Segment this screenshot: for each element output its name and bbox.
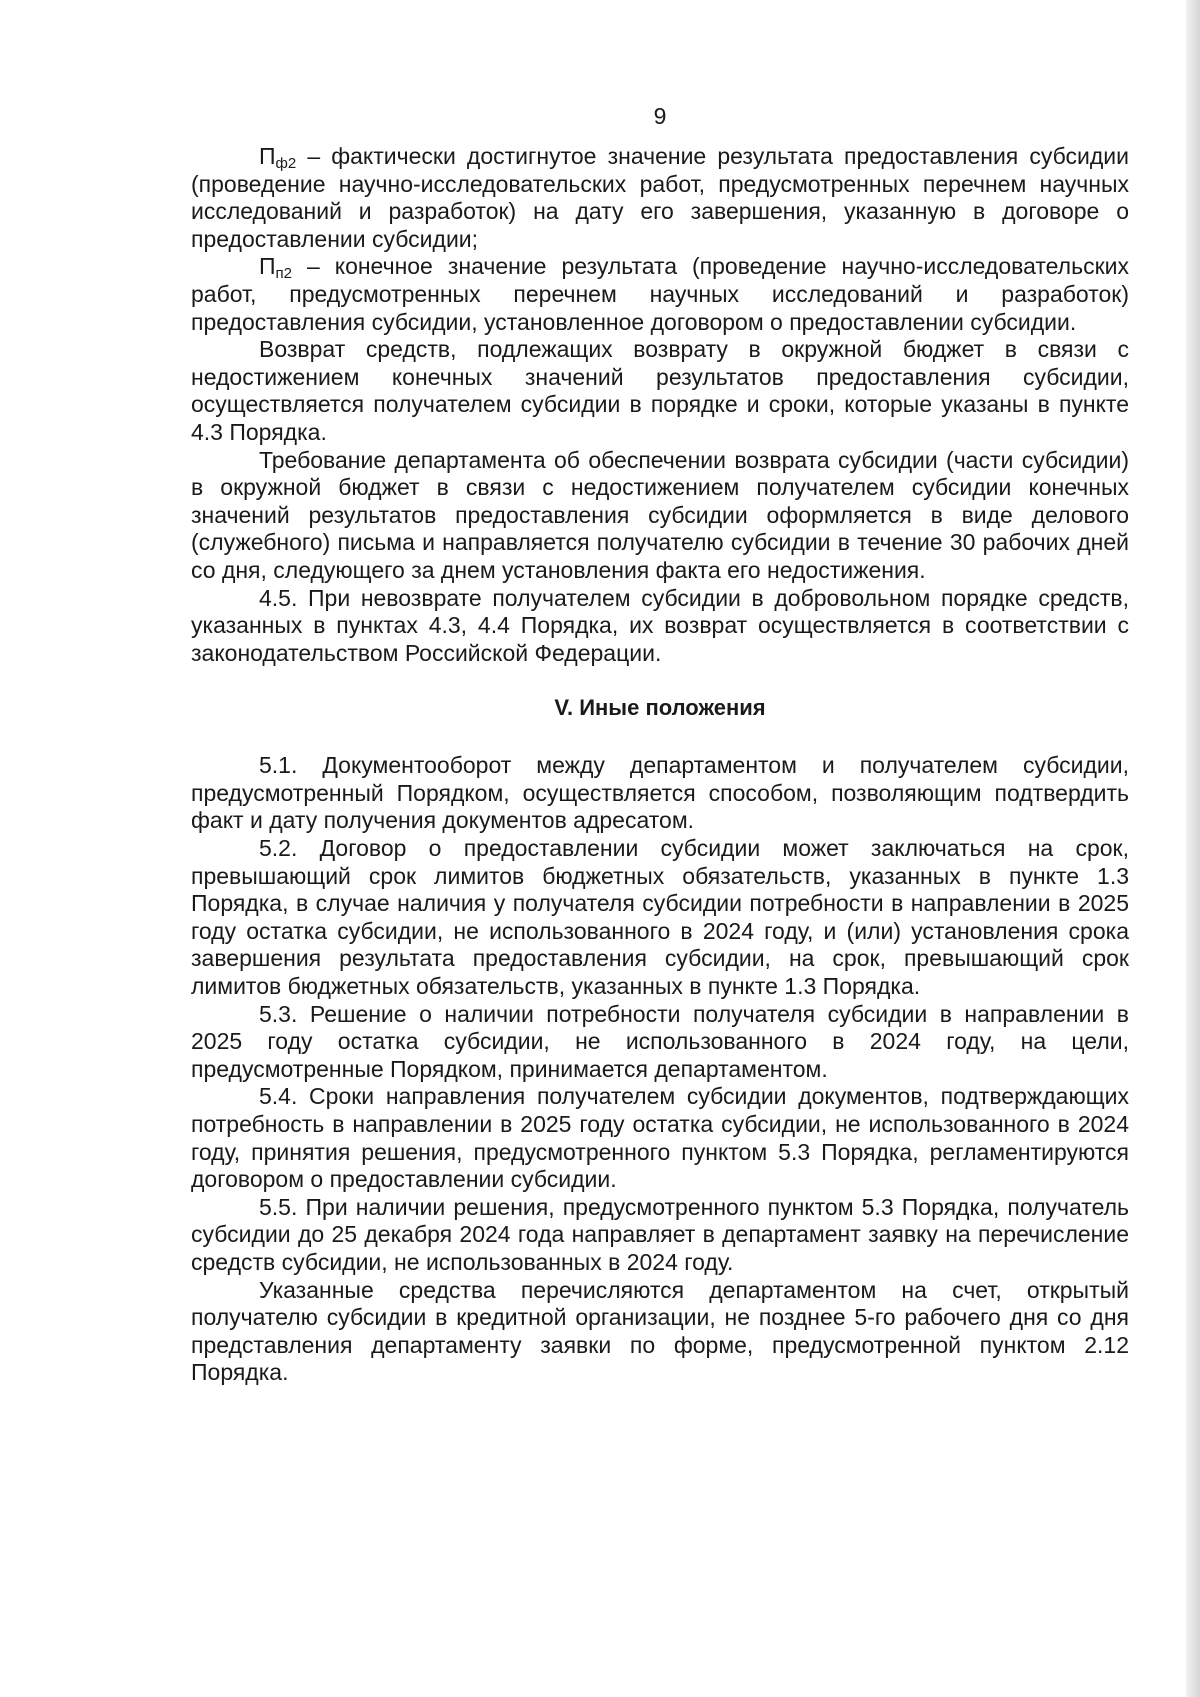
body-paragraph: 5.5. При наличии решения, предусмотренного пунктом 5.3 Порядка, получатель субсидии до 25 декабря 2024 года направляет в департамент заявку на перечисление средств субсидии, не использованных в 2024 году. (191, 1193, 1129, 1275)
body-paragraph: 4.5. При невозврате получателем субсидии в добровольном порядке средств, указанных в пунктах 4.3, 4.4 Порядка, их возврат осуществляется в соответствии с законодательством Российской Федерации. (191, 584, 1129, 666)
definition-paragraph (191, 143, 1129, 253)
definition-text: – фактически достигнутое значение результата предоставления субсидии (проведение научно-исследовательских работ, предусмотренных перечнем научных исследований и разработок) на дату его завершения, указанную в договоре о предоставлении субсидии; (191, 143, 1129, 252)
formula-symbol: П (259, 253, 276, 280)
formula-symbol: П (259, 143, 276, 169)
body-paragraph: 5.1. Документооборот между департаментом и получателем субсидии, предусмотренный Порядком, осуществляется способом, позволяющим подтвердить факт и дату получения документов адресатом. (191, 752, 1129, 834)
body-paragraph: 5.3. Решение о наличии потребности получателя субсидии в направлении в 2025 году остатка субсидии, не использованного в 2024 году, на цели, предусмотренные Порядком, принимается департаментом. (191, 1000, 1129, 1082)
definition-text: – конечное значение результата (проведение научно-исследовательских работ, предусмотренных перечнем научных исследований и разработок) предоставления субсидии, установленное договором о предоставлении субсидии. (191, 253, 1129, 335)
section-heading: V. Иные положения (554, 695, 766, 721)
formula-subscript: ф2 (275, 155, 297, 172)
page-number: 9 (653, 103, 667, 129)
body-paragraph: 5.4. Сроки направления получателем субсидии документов, подтверждающих потребность в направлении в 2025 году остатка субсидии, не использованного в 2024 году, принятия решения, предусмотренного пунктом 5.3 Порядка, регламентируются договором о предоставлении субсидии. (191, 1083, 1129, 1193)
page-edge-shadow (1186, 0, 1200, 1697)
document-body (191, 143, 1129, 1387)
body-paragraph: Возврат средств, подлежащих возврату в окружной бюджет в связи с недостижением конечных значений результатов предоставления субсидии, осуществляется получателем субсидии в порядке и сроки, которые указаны в пункте 4.3 Порядка. (191, 336, 1129, 445)
body-paragraph: 5.2. Договор о предоставлении субсидии может заключаться на срок, превышающий срок лимитов бюджетных обязательств, указанных в пункте 1.3 Порядка, в случае наличия у получателя субсидии потребности в направлении в 2025 году остатка субсидии, не использованного в 2024 году, и (или) установления срока завершения результата предоставления субсидии, на срок, превышающий срок лимитов бюджетных обязательств, указанных в пункте 1.3 Порядка. (191, 835, 1129, 1000)
definition-paragraph (191, 253, 1129, 336)
body-paragraph: Указанные средства перечисляются департаментом на счет, открытый получателю субсидии в кредитной организации, не позднее 5-го рабочего дня со дня представления департаменту заявки по форме, предусмотренной пунктом 2.12 Порядка. (191, 1276, 1129, 1386)
body-paragraph: Требование департамента об обеспечении возврата субсидии (части субсидии) в окружной бюджет в связи с недостижением получателем субсидии конечных значений результатов предоставления субсидии оформляется в виде делового (служебного) письма и направляется получателю субсидии в течение 30 рабочих дней со дня, следующего за днем установления факта его недостижения. (191, 446, 1129, 583)
formula-subscript: п2 (275, 265, 292, 283)
